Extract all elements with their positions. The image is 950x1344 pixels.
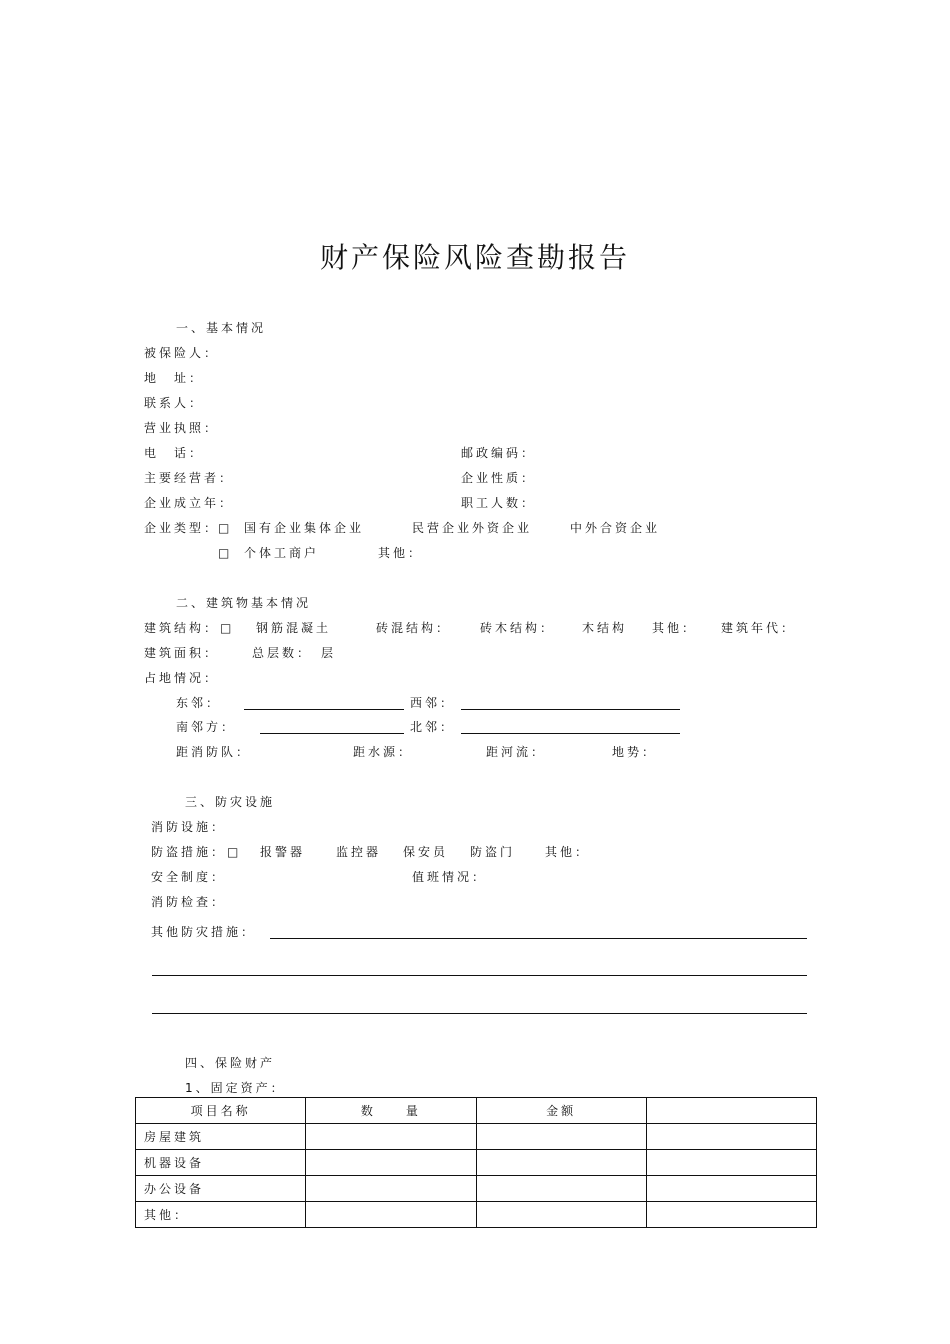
option-brick-concrete: 砖混结构：	[376, 621, 452, 635]
contact-label: 联系人：	[144, 396, 205, 410]
insured-label: 被保险人：	[144, 346, 220, 360]
duty-status-label: 值班情况：	[412, 870, 488, 884]
fixed-assets-table	[135, 1097, 817, 1228]
table-cell[interactable]	[646, 1124, 816, 1150]
enterprise-type-label: 企业类型：	[144, 521, 220, 535]
staff-count-label: 职工人数：	[461, 496, 537, 510]
table-cell[interactable]	[476, 1150, 646, 1176]
building-area-label: 建筑面积：	[144, 646, 220, 660]
established-year-label: 企业成立年：	[144, 496, 235, 510]
option-state-collective: 国有企业集体企业	[244, 521, 365, 535]
checkbox-icon[interactable]: □	[227, 845, 242, 859]
fire-inspection-label: 消防检查：	[151, 895, 227, 909]
east-neighbor-label: 东邻：	[176, 696, 222, 710]
table-cell[interactable]	[476, 1124, 646, 1150]
table-cell[interactable]	[476, 1202, 646, 1228]
option-monitor: 监控器	[336, 845, 382, 859]
table-row	[136, 1202, 817, 1228]
checkbox-icon[interactable]: □	[218, 521, 233, 535]
section-2-heading: 二、建筑物基本情况	[176, 596, 312, 610]
address-label: 地 址：	[144, 371, 205, 385]
section-1-heading: 一、基本情况	[176, 321, 267, 335]
table-cell: 其他：	[136, 1202, 306, 1228]
table-cell[interactable]	[306, 1150, 476, 1176]
table-cell[interactable]	[646, 1150, 816, 1176]
west-neighbor-line[interactable]	[461, 709, 680, 710]
building-structure-label: 建筑结构：	[144, 621, 220, 635]
table-cell[interactable]	[646, 1176, 816, 1202]
option-joint-venture: 中外合资企业	[570, 521, 661, 535]
other-prevention-label: 其他防灾措施：	[151, 925, 257, 939]
table-cell: 房屋建筑	[136, 1124, 306, 1150]
phone-label: 电 话：	[144, 446, 205, 460]
table-row	[136, 1176, 817, 1202]
report-title: 财产保险风险查勘报告	[319, 241, 630, 274]
river-distance-label: 距河流：	[486, 745, 547, 759]
option-wood: 木结构	[582, 621, 628, 635]
option-security-door: 防盗门	[470, 845, 516, 859]
table-header-row	[136, 1098, 817, 1124]
header-quantity: 数 量	[306, 1098, 476, 1124]
north-neighbor-label: 北邻：	[410, 720, 456, 734]
land-use-label: 占地情况：	[144, 671, 220, 685]
option-individual-business: 个体工商户	[244, 546, 320, 560]
table-cell[interactable]	[306, 1124, 476, 1150]
water-source-distance-label: 距水源：	[353, 745, 414, 759]
table-cell[interactable]	[306, 1176, 476, 1202]
section-3-heading: 三、防灾设施	[185, 795, 276, 809]
checkbox-icon[interactable]: □	[218, 546, 233, 560]
safety-rules-label: 安全制度：	[151, 870, 227, 884]
postal-code-label: 邮政编码：	[461, 446, 537, 460]
option-reinforced-concrete: 钢筋混凝土	[256, 621, 332, 635]
table-cell[interactable]	[476, 1176, 646, 1202]
checkbox-icon[interactable]: □	[220, 621, 235, 635]
option-alarm: 报警器	[260, 845, 306, 859]
option-other: 其他：	[378, 546, 424, 560]
option-guard: 保安员	[403, 845, 449, 859]
option-other-measure: 其他：	[545, 845, 591, 859]
option-private-foreign: 民营企业外资企业	[412, 521, 533, 535]
terrain-label: 地势：	[612, 745, 658, 759]
other-prevention-line-2[interactable]	[152, 975, 807, 976]
building-year-label: 建筑年代：	[721, 621, 797, 635]
east-neighbor-line[interactable]	[244, 709, 404, 710]
other-prevention-line-1[interactable]	[270, 938, 807, 939]
header-item-name: 项目名称	[136, 1098, 306, 1124]
north-neighbor-line[interactable]	[461, 733, 680, 734]
operator-label: 主要经营者：	[144, 471, 235, 485]
fixed-assets-subheading: 1、固定资产：	[185, 1081, 286, 1095]
south-neighbor-label: 南邻方：	[176, 720, 237, 734]
anti-theft-label: 防盗措施：	[151, 845, 227, 859]
table-cell[interactable]	[306, 1202, 476, 1228]
west-neighbor-label: 西邻：	[410, 696, 456, 710]
business-license-label: 营业执照：	[144, 421, 220, 435]
table-cell: 机器设备	[136, 1150, 306, 1176]
fire-facilities-label: 消防设施：	[151, 820, 227, 834]
enterprise-nature-label: 企业性质：	[461, 471, 537, 485]
option-brick-wood: 砖木结构：	[480, 621, 556, 635]
header-amount: 金额	[476, 1098, 646, 1124]
option-other-structure: 其他：	[652, 621, 698, 635]
table-row	[136, 1124, 817, 1150]
total-floors-label: 总层数： 层	[252, 646, 337, 660]
south-neighbor-line[interactable]	[260, 733, 404, 734]
fire-station-distance-label: 距消防队：	[176, 745, 252, 759]
table-cell: 办公设备	[136, 1176, 306, 1202]
header-extra	[646, 1098, 816, 1124]
section-4-heading: 四、保险财产	[185, 1056, 276, 1070]
table-cell[interactable]	[646, 1202, 816, 1228]
other-prevention-line-3[interactable]	[152, 1013, 807, 1014]
table-row	[136, 1150, 817, 1176]
